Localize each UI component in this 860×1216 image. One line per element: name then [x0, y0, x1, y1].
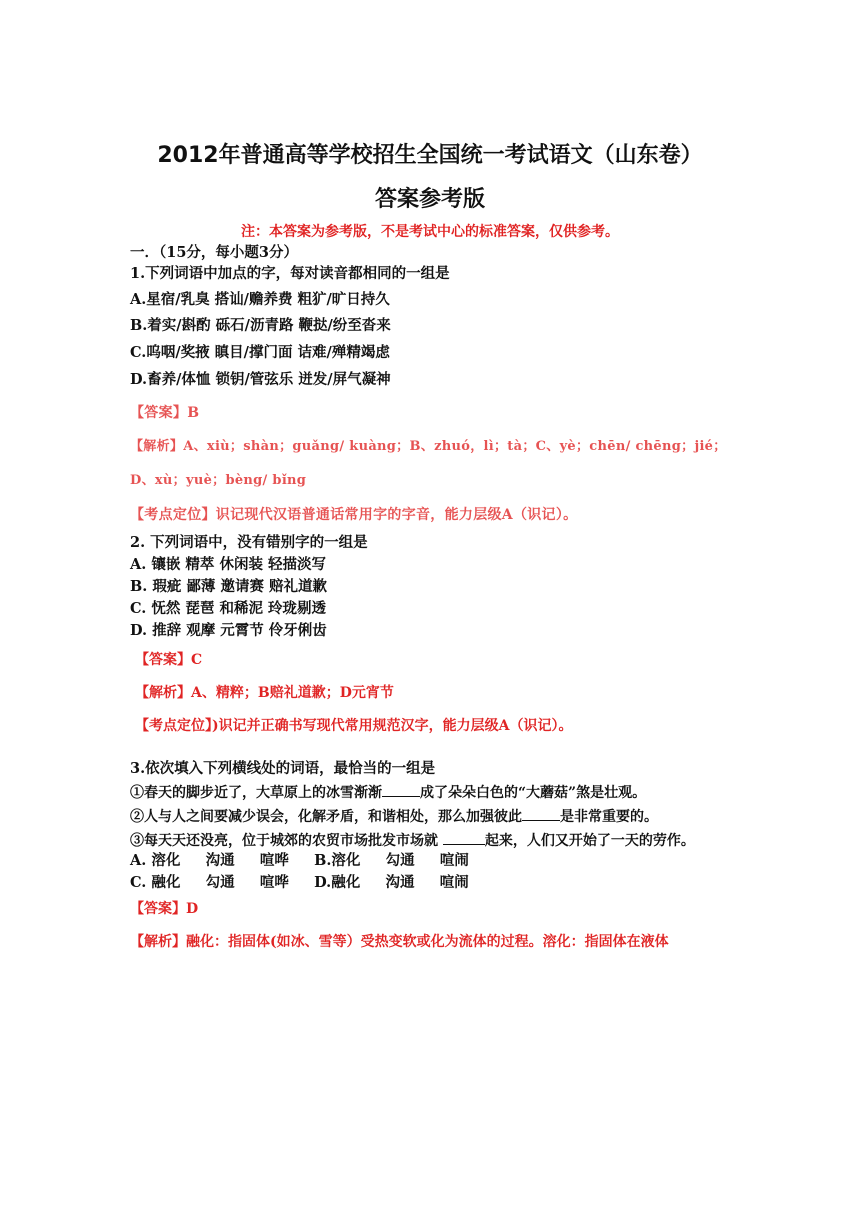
- q2-option-c: C. 怃然 琵琶 和稀泥 玲珑剔透: [130, 600, 327, 617]
- q3-analysis-tag: 【解析】: [130, 934, 186, 950]
- q1-option-d: D.畜养/体恤 锁钥/管弦乐 迸发/屏气凝神: [130, 371, 391, 388]
- q2-answer: [135, 650, 202, 670]
- q2-option-a: A. 镶嵌 精萃 休闲装 轻描淡写: [130, 556, 326, 573]
- q2-option-d: D. 推辞 观摩 元霄节 伶牙俐齿: [130, 622, 327, 639]
- q3-sentence-1: [130, 781, 646, 803]
- q1-answer-tag: 【答案】: [130, 405, 188, 421]
- q3-sentence-1-part2: 成了朵朵白色的“大蘑菇”煞是壮观。: [420, 785, 647, 801]
- document-title: 2012年普通高等学校招生全国统一考试语文（山东卷）: [157, 143, 703, 168]
- q1-point: 【考点定位】识记现代汉语普通话常用字的字音，能力层级A（识记）。: [130, 507, 578, 523]
- q1-stem: 1.下列词语中加点的字，每对读音都相同的一组是: [130, 265, 450, 282]
- q3-stem: 3.依次填入下列横线处的词语，最恰当的一组是: [130, 760, 436, 777]
- q3-sentence-3-part1: ③每天天还没亮，位于城郊的农贸市场批发市场就: [130, 833, 443, 849]
- q3-blank-2: [522, 805, 560, 821]
- q1-analysis-line1: A、xiù；shàn；guǎng/ kuàng；B、zhuó，lì；tà；C、yè；chēn/ chēng；jié；: [183, 439, 727, 454]
- q2-analysis-tag: 【解析】: [135, 685, 191, 701]
- q3-options-row-2: C. 融化 勾通 喧哗 D.融化 沟通 喧闹: [130, 874, 469, 891]
- q3-sentence-2-part1: ②人与人之间要减少误会，化解矛盾，和谐相处，那么加强彼此: [130, 809, 522, 825]
- q2-point: [135, 716, 573, 736]
- q2-answer-tag: 【答案】: [135, 652, 191, 668]
- q3-blank-1: [382, 781, 420, 797]
- q2-stem: 2. 下列词语中，没有错别字的一组是: [130, 534, 368, 551]
- q1-option-a: A.星宿/乳臭 搭讪/赡养费 粗犷/旷日持久: [130, 291, 390, 308]
- q3-answer-tag: 【答案】: [130, 901, 186, 917]
- q3-sentence-2: [130, 805, 658, 827]
- q2-point-text: )识记并正确书写现代常用规范汉字，能力层级A（识记）。: [212, 718, 573, 734]
- q3-sentence-3-part2: 起来，人们又开始了一天的劳作。: [484, 833, 695, 849]
- q1-answer: [130, 403, 199, 423]
- q1-analysis-tag: 【解析】: [130, 439, 184, 454]
- q3-answer: [130, 899, 198, 919]
- q3-options-row-1: A. 溶化 沟通 喧哗 B.溶化 勾通 喧闹: [130, 852, 469, 869]
- q3-analysis-text: 融化：指固体(如冰、雪等）受热变软或化为流体的过程。溶化：指固体在液体: [186, 934, 669, 950]
- q2-answer-value: C: [191, 652, 203, 668]
- q2-analysis: [135, 683, 394, 703]
- q2-option-b: B. 瑕疵 鄙薄 邀请赛 赔礼道歉: [130, 578, 327, 595]
- q2-analysis-text: A、精粹；B赔礼道歉；D元宵节: [191, 685, 394, 701]
- q1-analysis: [130, 437, 727, 457]
- q3-blank-3: [443, 829, 485, 845]
- q1-analysis-line2: D、xù；yuè；bèng/ bǐng: [130, 473, 307, 488]
- q3-answer-value: D: [186, 901, 199, 917]
- q3-sentence-2-part2: 是非常重要的。: [560, 809, 658, 825]
- q1-option-c: C.呜咽/奖掖 瞋目/撑门面 诘难/殚精竭虑: [130, 344, 390, 361]
- document-subtitle: 答案参考版: [374, 187, 485, 212]
- disclaimer-note: 注：本答案为参考版，不是考试中心的标准答案，仅供参考。: [241, 224, 619, 240]
- q1-option-b: B.着实/斟酌 砾石/沥青路 鞭挞/纷至沓来: [130, 317, 391, 334]
- q1-answer-value: B: [187, 405, 200, 421]
- q2-point-tag: 【考点定位】: [135, 718, 212, 734]
- q3-analysis: [130, 932, 669, 952]
- section-header: 一．（15分，每小题3分）: [130, 244, 299, 261]
- q3-sentence-3: [130, 829, 695, 851]
- q3-sentence-1-part1: ①春天的脚步近了，大草原上的冰雪渐渐: [130, 785, 382, 801]
